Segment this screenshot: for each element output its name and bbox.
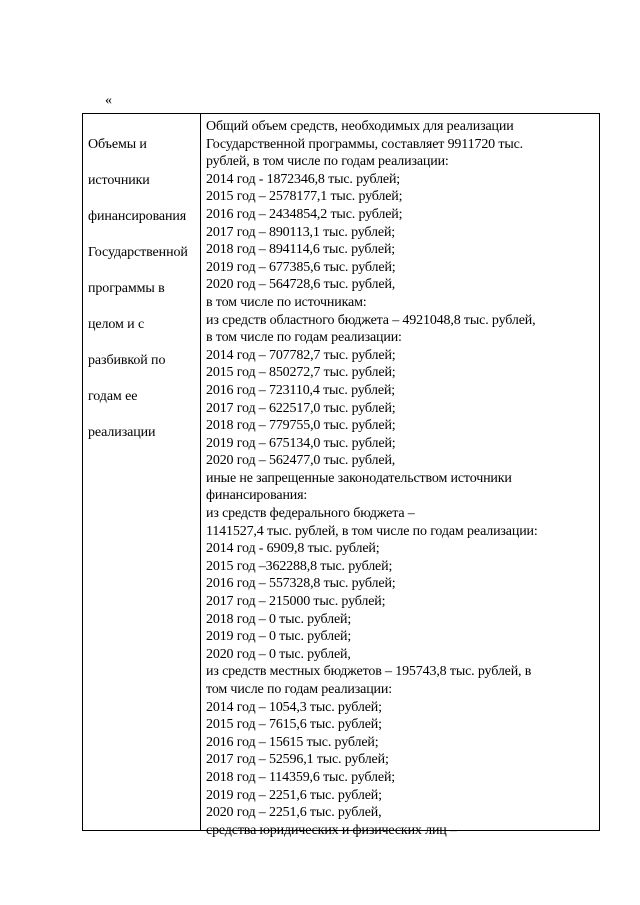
financing-line: 2019 год – 2251,6 тыс. рублей; <box>206 787 382 803</box>
financing-line: из средств местных бюджетов – 195743,8 тыс. рублей, в <box>206 664 532 680</box>
financing-line: рублей, в том числе по годам реализации: <box>206 154 449 170</box>
financing-line: 2018 год – 0 тыс. рублей; <box>206 611 352 627</box>
financing-table <box>82 113 600 838</box>
row-header-line: целом и с <box>88 317 145 332</box>
row-header-cell <box>88 118 196 442</box>
row-header-line: источники <box>88 173 150 188</box>
column-divider <box>200 114 201 830</box>
row-header-line: финансирования <box>88 209 187 224</box>
financing-line: 2014 год – 1054,3 тыс. рублей; <box>206 699 382 715</box>
financing-line: 2015 год – 2578177,1 тыс. рублей; <box>206 189 403 205</box>
financing-line: в том числе по годам реализации: <box>206 330 402 346</box>
financing-line: 2019 год – 0 тыс. рублей; <box>206 629 352 645</box>
financing-line: 2018 год – 779755,0 тыс. рублей; <box>206 418 396 434</box>
financing-line: 2019 год – 677385,6 тыс. рублей; <box>206 259 396 275</box>
financing-line: 2018 год – 114359,6 тыс. рублей; <box>206 769 396 785</box>
financing-line: 1141527,4 тыс. рублей, в том числе по годам реализации: <box>206 523 538 539</box>
financing-line: в том числе по источникам: <box>206 294 367 310</box>
financing-line: 2017 год – 890113,1 тыс. рублей; <box>206 224 396 240</box>
financing-details-cell <box>206 118 598 839</box>
row-header-line: годам ее <box>88 389 138 404</box>
financing-line: из средств федерального бюджета – <box>206 506 415 522</box>
financing-line: 2016 год – 723110,4 тыс. рублей; <box>206 382 396 398</box>
financing-line: 2016 год – 15615 тыс. рублей; <box>206 734 379 750</box>
financing-line: 2020 год – 562477,0 тыс. рублей, <box>206 453 396 469</box>
financing-line: 2014 год - 6909,8 тыс. рублей; <box>206 541 380 557</box>
financing-line: финансирования: <box>206 488 308 504</box>
row-header-line: разбивкой по <box>88 353 166 368</box>
financing-line: Общий объем средств, необходимых для реализации <box>206 119 514 134</box>
financing-line: из средств областного бюджета – 4921048,8 тыс. рублей, <box>206 312 536 328</box>
financing-line: 2015 год –362288,8 тыс. рублей; <box>206 558 393 574</box>
financing-line: том числе по годам реализации: <box>206 682 392 697</box>
row-header-line: Государственной <box>88 245 188 260</box>
opening-quote-mark: « <box>105 93 112 108</box>
financing-line: 2017 год – 622517,0 тыс. рублей; <box>206 400 396 416</box>
row-header-line: реализации <box>88 425 156 440</box>
financing-line: иные не запрещенные законодательством источники <box>206 470 512 486</box>
financing-line: 2017 год – 215000 тыс. рублей; <box>206 594 386 610</box>
financing-line: Государственной программы, составляет 9911720 тыс. <box>206 136 524 152</box>
financing-line: 2020 год – 0 тыс. рублей, <box>206 646 351 662</box>
financing-line: 2014 год – 707782,7 тыс. рублей; <box>206 347 396 363</box>
financing-line: 2020 год – 2251,6 тыс. рублей, <box>206 805 382 821</box>
financing-line: средства юридических и физических лиц – <box>206 822 457 838</box>
row-header-line: Объемы и <box>88 137 147 152</box>
financing-line: 2019 год – 675134,0 тыс. рублей; <box>206 435 396 451</box>
financing-line: 2020 год – 564728,6 тыс. рублей, <box>206 277 396 293</box>
financing-line: 2015 год – 7615,6 тыс. рублей; <box>206 717 382 733</box>
financing-line: 2018 год – 894114,6 тыс. рублей; <box>206 242 396 258</box>
financing-line: 2016 год – 557328,8 тыс. рублей; <box>206 576 396 592</box>
row-header-line: программы в <box>88 281 165 296</box>
financing-line: 2015 год – 850272,7 тыс. рублей; <box>206 365 396 381</box>
financing-line: 2017 год – 52596,1 тыс. рублей; <box>206 752 389 768</box>
financing-line: 2014 год - 1872346,8 тыс. рублей; <box>206 171 401 187</box>
financing-line: 2016 год – 2434854,2 тыс. рублей; <box>206 206 403 222</box>
